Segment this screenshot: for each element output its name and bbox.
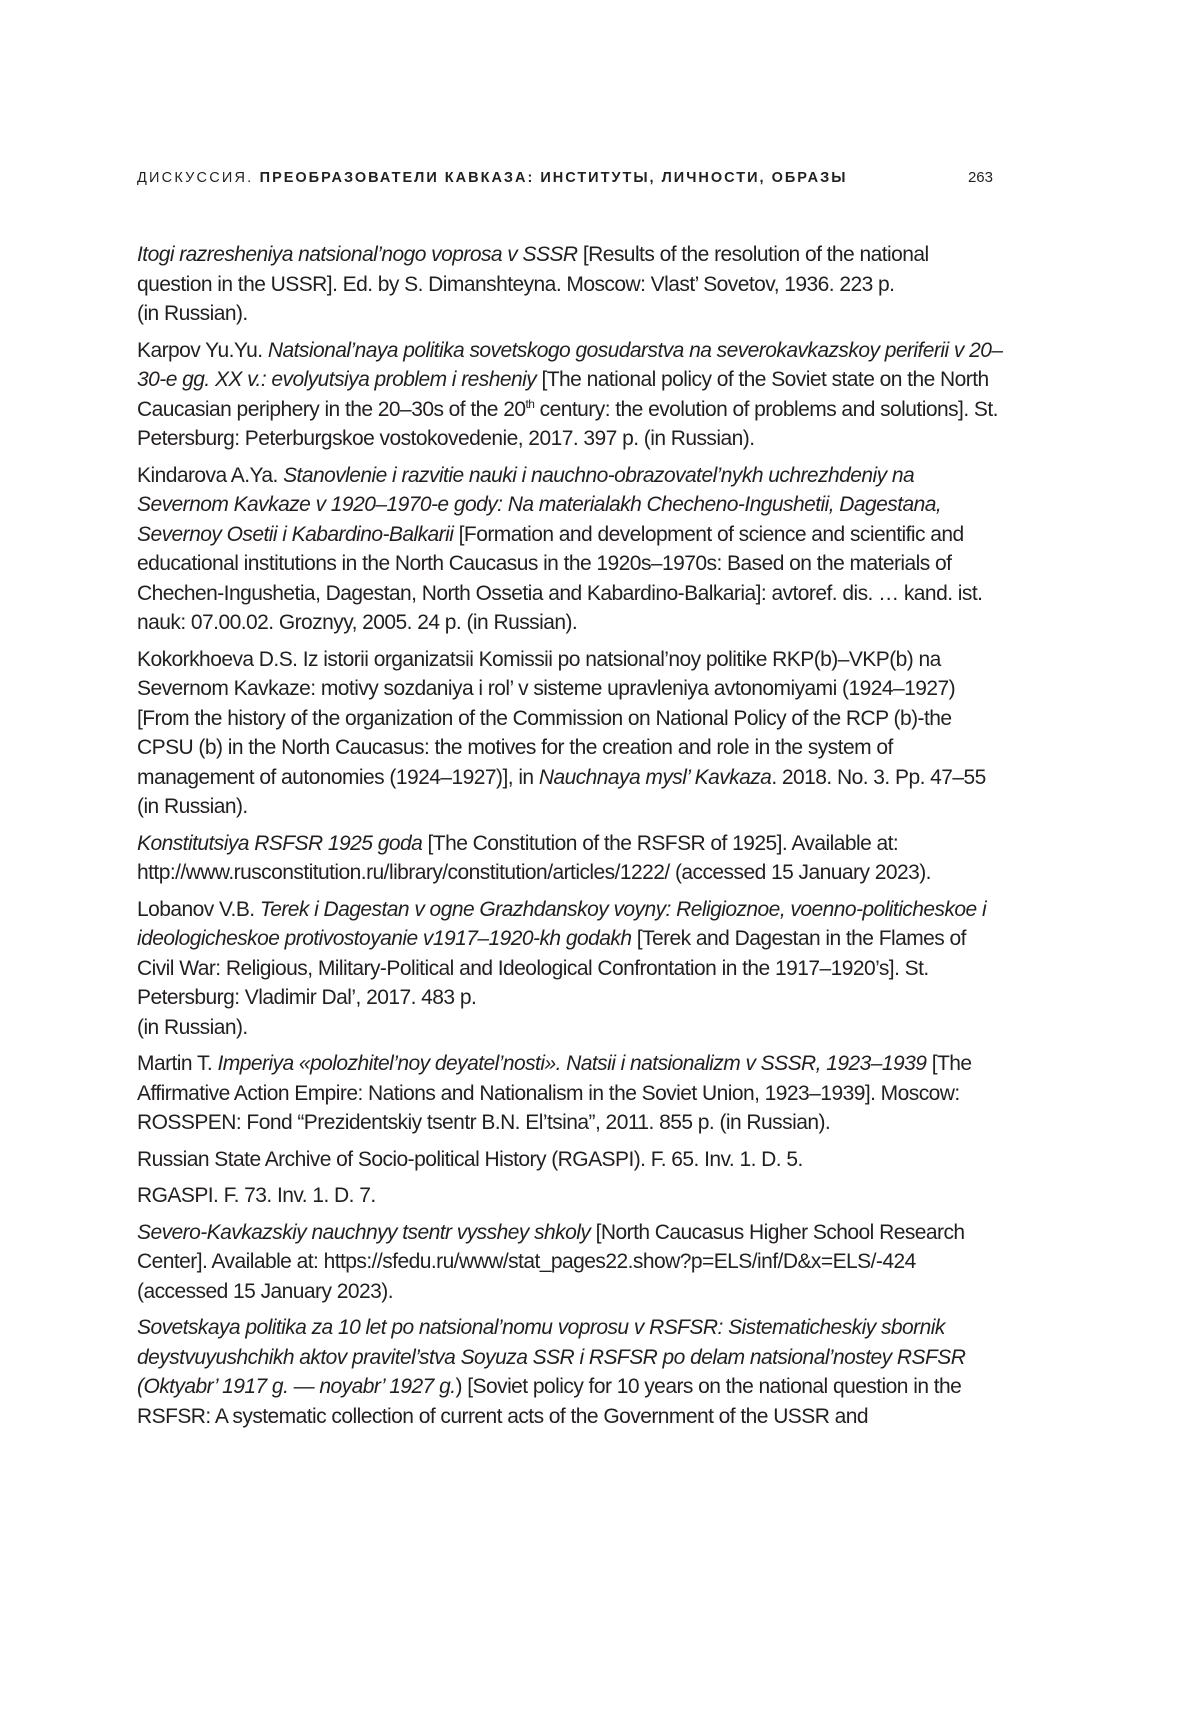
reference-author: Lobanov V.B. xyxy=(137,897,260,921)
reference-item-martin xyxy=(137,1049,1003,1138)
reference-title: Terek i Dagestan v ogne Grazhdanskoy voyny: Religioznoe, voenno-politicheskoe i ideologicheskoe protivostoyanie v1917–1920-kh godakh xyxy=(137,897,987,950)
page-number: 263 xyxy=(967,169,993,186)
reference-text: Kokorkhoeva D.S. Iz istorii organizatsii Komissii po natsional’noy politike RKP(b)–VKP(b) na Severnom Kavkaze: motivy sozdaniya i rol’ v sisteme upravleniya avtonomiyami (1924–1927) [From the history of the organization of the Commission on National Policy of the RCP (b)-the CPSU (b) in the North Caucasus: the motives for the creation and role in the system of management of autonomies (1924–1927)], in xyxy=(137,647,956,789)
ordinal-suffix: th xyxy=(525,396,535,411)
reference-title: Konstitutsiya RSFSR 1925 goda xyxy=(137,831,423,855)
reference-item-rgaspi-73 xyxy=(137,1181,1003,1211)
reference-item-karpov xyxy=(137,336,1003,454)
reference-title: Natsional’naya politika sovetskogo gosudarstva na severokavkazskoy periferii v 20–30-e gg. XX v.: evolyutsiya problem i resheniy xyxy=(137,338,1003,391)
reference-text: Russian State Archive of Socio-political History (RGASPI). F. 65. Inv. 1. D. 5. xyxy=(137,1147,803,1171)
reference-text: [Results of the resolution of the national question in the USSR]. Ed. by S. Dimanshteyna. Moscow: Vlast’ Sovetov, 1936. 223 p. xyxy=(137,243,929,296)
running-head-section: ДИСКУССИЯ. xyxy=(137,170,254,186)
reference-text: [The Affirmative Action Empire: Nations and Nationalism in the Soviet Union, 1923–1939]. Moscow: ROSSPEN: Fond “Prezidentskiy tsentr B.N. El’tsina”, 2011. 855 p. (in Russian). xyxy=(137,1052,972,1134)
running-head-title: ПРЕОБРАЗОВАТЕЛИ КАВКАЗА: ИНСТИТУТЫ, ЛИЧНОСТИ, ОБРАЗЫ xyxy=(259,170,848,186)
reference-title: Severo-Kavkazskiy nauchnyy tsentr vysshey shkoly xyxy=(137,1220,591,1244)
reference-item-kindarova xyxy=(137,461,1003,638)
reference-item-severo-kavkazskiy xyxy=(137,1218,1003,1307)
running-head xyxy=(137,168,993,188)
reference-tail: (in Russian). xyxy=(137,1015,248,1039)
reference-text: [The national policy of the Soviet state on the North Caucasian periphery in the 20–30s of the 20 xyxy=(137,368,989,421)
reference-item-sovetskaya-politika xyxy=(137,1313,1003,1431)
reference-author: Kindarova A.Ya. xyxy=(137,463,284,487)
reference-text: [Formation and development of science and scientific and educational institutions in the North Caucasus in the 1920s–1970s: Based on the materials of Chechen-Ingushetia, Dagestan, North Ossetia and Kabardino-Balkaria]: avtoref. dis. … kand. ist. nauk: 07.00.02. Groznyy, 2005. 24 p. (in Russian). xyxy=(137,522,983,634)
reference-item-itogi xyxy=(137,240,1003,329)
reference-item-lobanov xyxy=(137,895,1003,1043)
reference-text: RGASPI. F. 73. Inv. 1. D. 7. xyxy=(137,1184,376,1207)
reference-text: . 2018. No. 3. Pp. 47–55 (in Russian). xyxy=(137,765,986,818)
reference-item-rgaspi-65 xyxy=(137,1145,1003,1175)
reference-text: century: the evolution of problems and solutions]. St. Petersburg: Peterburgskoe vostokovedenie, 2017. 397 p. (in Russian). xyxy=(137,397,998,450)
reference-title: Stanovlenie i razvitie nauki i nauchno-obrazovatel’nykh uchrezhdeniy na Severnom Kavkaze v 1920–1970-e gody: Na materialakh Checheno-Ingushetii, Dagestana, Severnoy Osetii i Kabardino-Balkarii xyxy=(137,463,942,546)
reference-text: [The Constitution of the RSFSR of 1925]. Available at: http://www.rusconstitution.ru/library/constitution/articles/1222/ (accessed 15 January 2023). xyxy=(137,831,931,884)
reference-title: Itogi razresheniya natsional’nogo voprosa v SSSR xyxy=(137,243,578,266)
reference-author: Martin T. xyxy=(137,1052,218,1075)
reference-item-konstitutsiya xyxy=(137,829,1003,888)
reference-author: Karpov Yu.Yu. xyxy=(137,338,268,362)
reference-list xyxy=(137,240,1003,1438)
reference-title: Sovetskaya politika za 10 let po natsional’nomu voprosu v RSFSR: Sistematicheskiy sbornik deystvuyushchikh aktov pravitel’stva Soyuza SSR i RSFSR po delam natsional’nostey RSFSR (Oktyabr’ 1917 g. — noyabr’ 1927 g. xyxy=(137,1316,966,1398)
reference-text: ) [Soviet policy for 10 years on the national question in the RSFSR: A systematic collection of current acts of the Government of the USSR and xyxy=(137,1375,962,1428)
reference-tail: (in Russian). xyxy=(137,302,248,325)
reference-title: Imperiya «polozhitel’noy deyatel’nosti». Natsii i natsionalizm v SSSR, 1923–1939 xyxy=(217,1052,927,1075)
reference-journal: Nauchnaya mysl’ Kavkaza xyxy=(538,765,772,789)
reference-text: [North Caucasus Higher School Research Center]. Available at: https://sfedu.ru/www/stat_pages22.show?p=ELS/inf/D&x=ELS/-424 (accessed 15 January 2023). xyxy=(137,1220,965,1303)
reference-item-kokorkhoeva xyxy=(137,645,1003,822)
reference-text: [Terek and Dagestan in the Flames of Civil War: Religious, Military-Political and Ideological Confrontation in the 1917–1920’s]. St. Petersburg: Vladimir Dal’, 2017. 483 p. xyxy=(137,927,966,1009)
